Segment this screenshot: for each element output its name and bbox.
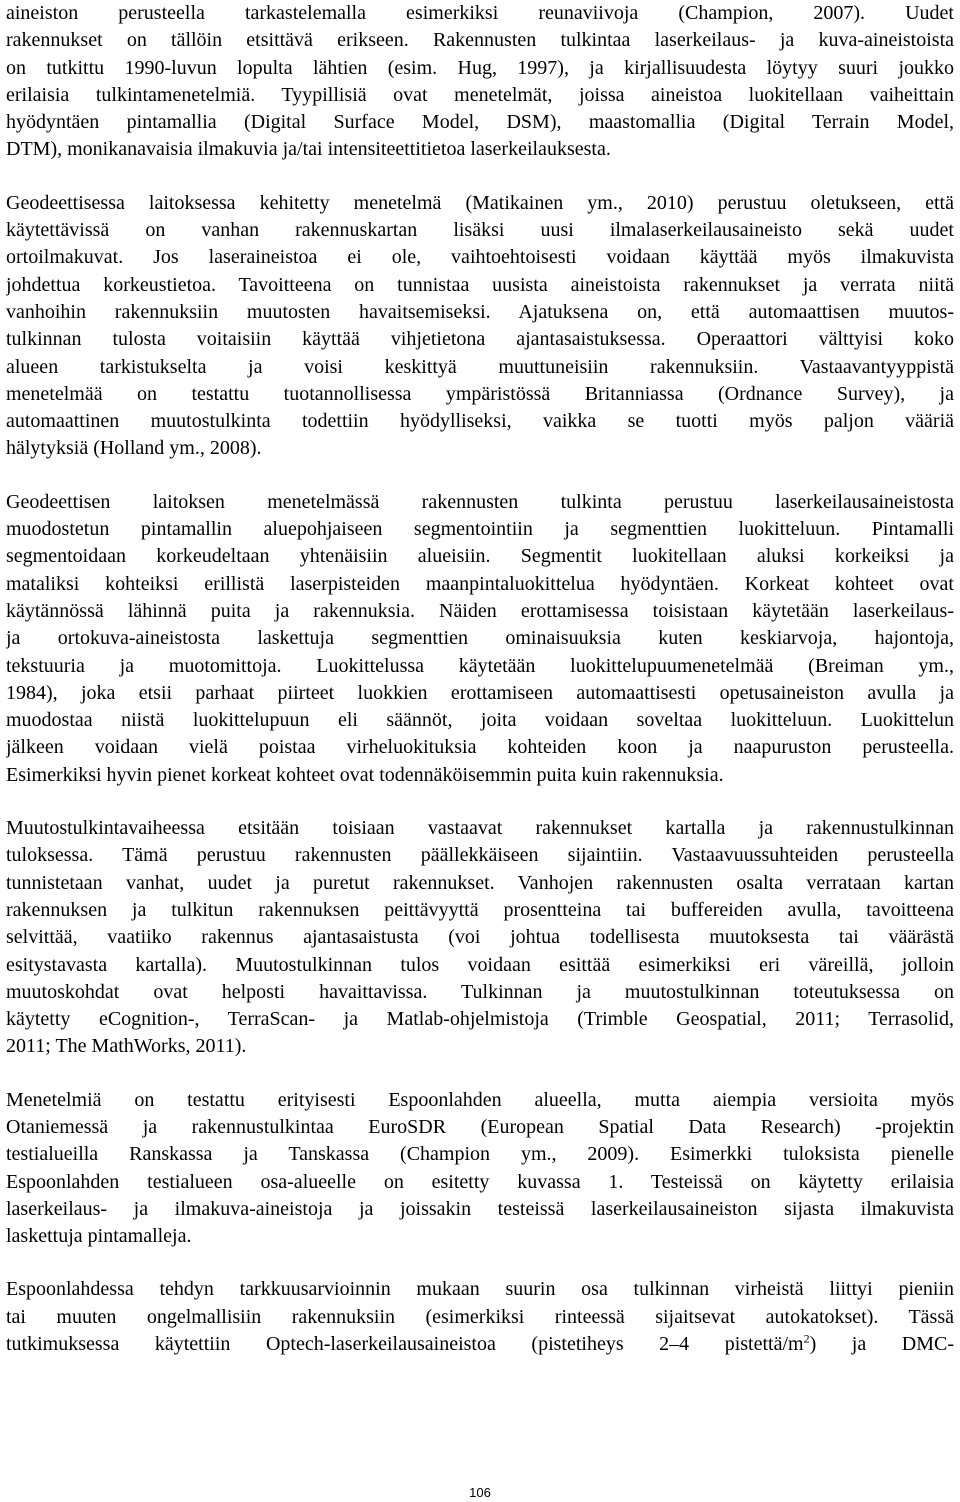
text-line: hälytyksiä (Holland ym., 2008). bbox=[6, 437, 262, 460]
text-line: Espoonlahdessa tehdyn tarkkuusarvioinnin mukaan suurin osa tulkinnan virheistä liittyi pieniin bbox=[6, 1278, 954, 1301]
text-line: muodostetun pintamallin aluepohjaiseen segmentointiin ja segmenttien luokitteluun. Pintamalli bbox=[6, 518, 954, 541]
paragraph-gap bbox=[6, 164, 954, 190]
text-fragment: ) ja DMC- bbox=[809, 1333, 954, 1356]
paragraph-5 bbox=[6, 1087, 954, 1251]
text-line: segmentoidaan korkeudeltaan yhtenäisiin alueisiin. Segmentit luokitellaan aluksi korkeiksi ja bbox=[6, 545, 954, 568]
text-line: on tutkittu 1990-luvun lopulta lähtien (esim. Hug, 1997), ja kirjallisuudesta löytyy suuri joukko bbox=[6, 56, 954, 79]
text-line-with-superscript bbox=[6, 1331, 954, 1358]
text-line: testialueilla Ranskassa ja Tanskassa (Champion ym., 2009). Esimerkki tuloksista pienelle bbox=[6, 1143, 954, 1166]
text-line: menetelmää on testattu tuotannollisessa ympäristössä Britanniassa (Ordnance Survey), ja bbox=[6, 382, 954, 405]
text-line: rakennukset on tällöin etsittävä erikseen. Rakennusten tulkintaa laserkeilaus- ja kuva-aineistoista bbox=[6, 29, 954, 52]
text-line: tunnistetaan vanhat, uudet ja puretut rakennukset. Vanhojen rakennusten osalta verrataan kartan bbox=[6, 871, 954, 894]
text-line: Geodeettisessa laitoksessa kehitetty menetelmä (Matikainen ym., 2010) perustuu oletukseen, että bbox=[6, 191, 954, 214]
page-number: 106 bbox=[469, 1485, 491, 1500]
paragraph-6 bbox=[6, 1276, 954, 1358]
text-line: tai muuten ongelmallisiin rakennuksiin (esimerkiksi rinteessä sijaitsevat autokatokset). Tässä bbox=[6, 1305, 954, 1328]
text-line: muutoskohdat ovat helposti havaittavissa. Tulkinnan ja muutostulkinnan toteutuksessa on bbox=[6, 980, 954, 1003]
text-line: muodostaa niistä luokittelupuun eli säännöt, joita voidaan soveltaa luokitteluun. Luokittelun bbox=[6, 709, 954, 732]
paragraph-gap bbox=[6, 1250, 954, 1276]
text-line: Menetelmiä on testattu erityisesti Espoonlahden alueella, mutta aiempia versioita myös bbox=[6, 1088, 954, 1111]
text-line: käytettävissä on vanhan rakennuskartan lisäksi uusi ilmalaserkeilausaineisto sekä uudet bbox=[6, 219, 954, 242]
text-line: Muutostulkintavaiheessa etsitään toisiaan vastaavat rakennukset kartalla ja rakennustulkinnan bbox=[6, 817, 954, 840]
text-line: hyödyntäen pintamallia (Digital Surface Model, DSM), maastomallia (Digital Terrain Model, bbox=[6, 111, 954, 134]
text-line: laskettuja pintamalleja. bbox=[6, 1225, 192, 1248]
text-line: käytetty eCognition-, TerraScan- ja Matlab-ohjelmistoja (Trimble Geospatial, 2011; Terrasolid, bbox=[6, 1008, 954, 1031]
text-line: tulkinnan tulosta voitaisiin käyttää vihjetietona ajantasaistuksessa. Operaattori välttyisi koko bbox=[6, 328, 954, 351]
text-line: ja ortokuva-aineistosta laskettuja segmenttien ominaisuuksia kuten keskiarvoja, hajontoja, bbox=[6, 627, 954, 650]
text-line: esitystavasta kartalla). Muutostulkinnan tulos voidaan esittää esimerkiksi eri väreillä, jolloin bbox=[6, 953, 954, 976]
text-line: alueen tarkistukselta ja voisi keskittyä muuttuneisiin rakennuksiin. Vastaavantyyppistä bbox=[6, 355, 954, 378]
text-line: ortoilmakuvat. Jos laseraineistoa ei ole, vaihtoehtoisesti voidaan käyttää myös ilmakuvista bbox=[6, 246, 954, 269]
text-line: johdettua korkeustietoa. Tavoitteena on tunnistaa uusista aineistoista rakennukset ja verrata niitä bbox=[6, 273, 954, 296]
text-line: mataliksi kohteiksi erillistä laserpisteiden maanpintaluokittelua hyödyntäen. Korkeat kohteet ovat bbox=[6, 572, 954, 595]
paragraph-4 bbox=[6, 815, 954, 1061]
paragraph-gap bbox=[6, 789, 954, 815]
text-line: laserkeilaus- ja ilmakuva-aineistoja ja joissakin testeissä laserkeilausaineiston sijasta ilmakuvista bbox=[6, 1197, 954, 1220]
paragraph-2 bbox=[6, 190, 954, 463]
paragraph-gap bbox=[6, 1061, 954, 1087]
text-line: Esimerkiksi hyvin pienet korkeat kohteet ovat todennäköisemmin puita kuin rakennuksia. bbox=[6, 763, 724, 786]
paragraph-gap bbox=[6, 463, 954, 489]
text-line: erilaisia tulkintamenetelmiä. Tyypillisiä ovat menetelmät, joissa aineistoa luokitellaan vaiheittain bbox=[6, 83, 954, 106]
paragraph-3 bbox=[6, 489, 954, 789]
text-line: tuloksessa. Tämä perustuu rakennusten päällekkäiseen sijaintiin. Vastaavuussuhteiden perusteella bbox=[6, 844, 954, 867]
text-fragment: tutkimuksessa käytettiin Optech-laserkeilausaineistoa (pistetiheys 2–4 pistettä/m bbox=[6, 1333, 804, 1356]
text-line: Geodeettisen laitoksen menetelmässä rakennusten tulkinta perustuu laserkeilausaineistosta bbox=[6, 490, 954, 513]
text-line: jälkeen voidaan vielä poistaa virheluokituksia kohteiden koon ja naapuruston perusteella. bbox=[6, 736, 954, 759]
text-line: 2011; The MathWorks, 2011). bbox=[6, 1035, 247, 1058]
text-line: käytännössä lähinnä puita ja rakennuksia. Näiden erottamisessa toisistaan käytetään laserkeilaus- bbox=[6, 599, 954, 622]
text-line: Espoonlahden testialueen osa-alueelle on esitetty kuvassa 1. Testeissä on käytetty erilaisia bbox=[6, 1170, 954, 1193]
text-line: rakennuksen ja tulkitun rakennuksen peittävyyttä prosentteina tai buffereiden avulla, tavoitteena bbox=[6, 898, 954, 921]
text-line: automaattinen muutostulkinta todettiin hyödylliseksi, vaikka se tuotti myös paljon vääriä bbox=[6, 410, 954, 433]
text-line: 1984), joka etsii parhaat piirteet luokkien erottamiseen automaattisesti opetusaineiston avulla ja bbox=[6, 681, 954, 704]
document-page bbox=[6, 0, 954, 1358]
text-line: aineiston perusteella tarkastelemalla esimerkiksi reunaviivoja (Champion, 2007). Uudet bbox=[6, 2, 954, 24]
text-line: DTM), monikanavaisia ilmakuvia ja/tai intensiteettitietoa laserkeilauksesta. bbox=[6, 138, 611, 161]
paragraph-1 bbox=[6, 0, 954, 164]
superscript: 2 bbox=[803, 1331, 810, 1346]
text-line: Otaniemessä ja rakennustulkintaa EuroSDR (European Spatial Data Research) -projektin bbox=[6, 1115, 954, 1138]
text-line: selvittää, vaatiiko rakennus ajantasaistusta (voi johtua todellisesta muutoksesta tai väärästä bbox=[6, 926, 954, 949]
text-line: vanhoihin rakennuksiin muutosten havaitsemiseksi. Ajatuksena on, että automaattisen muutos- bbox=[6, 300, 954, 323]
text-line: tekstuuria ja muotomittoja. Luokittelussa käytetään luokittelupuumenetelmää (Breiman ym., bbox=[6, 654, 954, 677]
